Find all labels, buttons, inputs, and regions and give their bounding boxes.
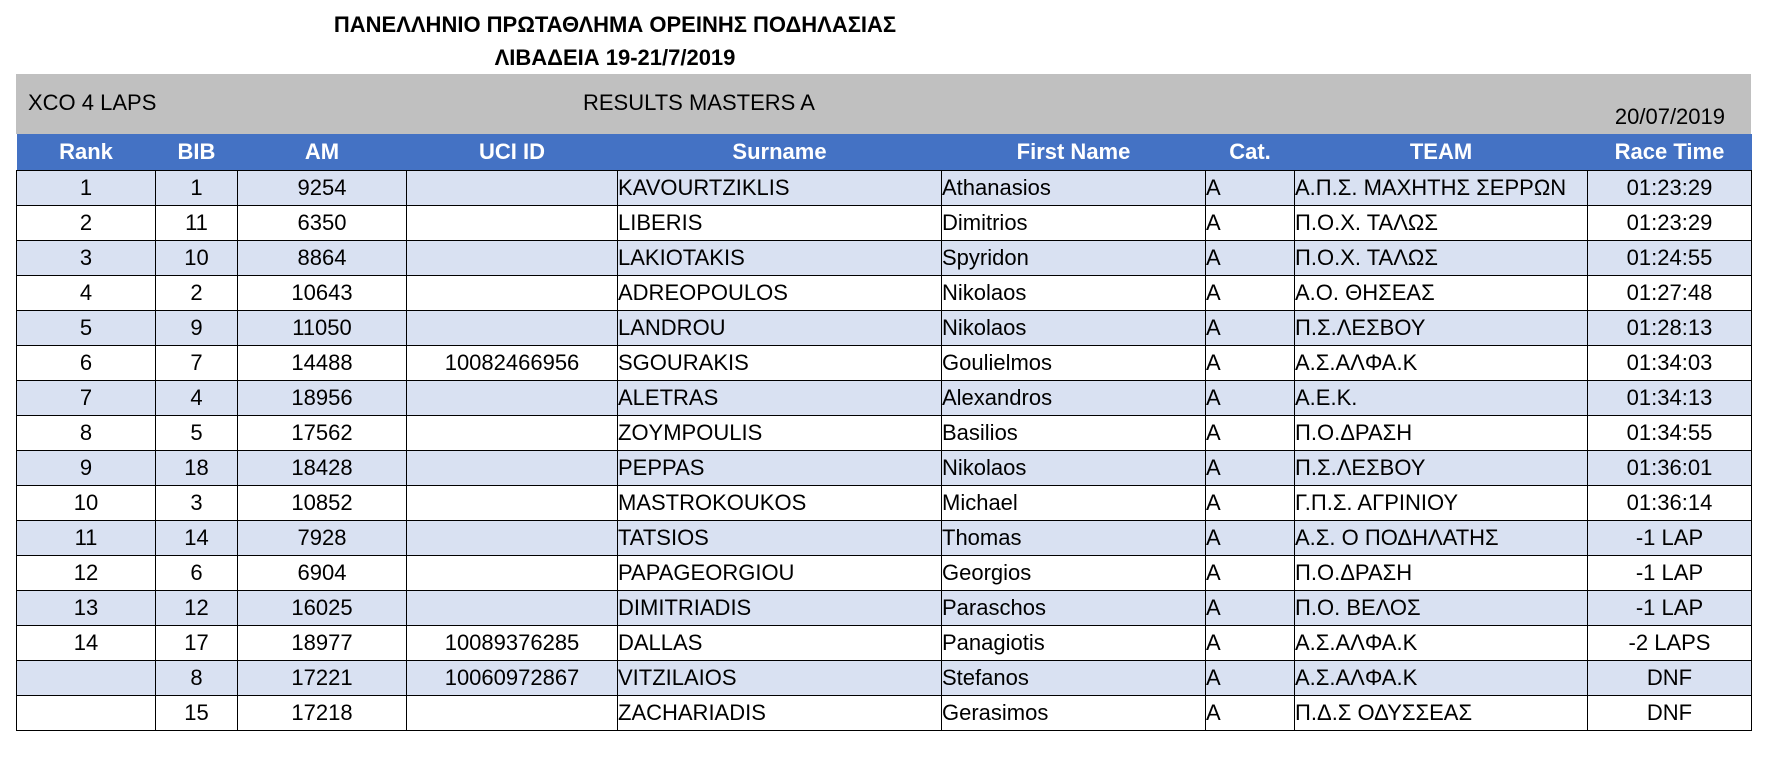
team-cell: Α.Σ.ΑΛΦΑ.Κ <box>1295 626 1588 661</box>
first-name-cell: Goulielmos <box>942 346 1206 381</box>
surname-cell: VITZILAIOS <box>618 661 942 696</box>
bib-cell: 11 <box>156 206 238 241</box>
category-cell: A <box>1206 486 1295 521</box>
column-header-category: Cat. <box>1206 134 1295 171</box>
am-cell: 9254 <box>238 171 407 206</box>
uci-id-cell <box>407 381 618 416</box>
race-time-cell: 01:24:55 <box>1588 241 1752 276</box>
rank-cell: 1 <box>17 171 156 206</box>
uci-id-cell <box>407 486 618 521</box>
am-cell: 14488 <box>238 346 407 381</box>
am-cell: 18956 <box>238 381 407 416</box>
first-name-cell: Dimitrios <box>942 206 1206 241</box>
am-cell: 16025 <box>238 591 407 626</box>
uci-id-cell <box>407 591 618 626</box>
uci-id-cell <box>407 521 618 556</box>
bib-cell: 18 <box>156 451 238 486</box>
surname-cell: LANDROU <box>618 311 942 346</box>
rank-cell: 10 <box>17 486 156 521</box>
am-cell: 8864 <box>238 241 407 276</box>
team-cell: Α.Σ.ΑΛΦΑ.Κ <box>1295 661 1588 696</box>
surname-cell: LAKIOTAKIS <box>618 241 942 276</box>
event-label: XCO 4 LAPS <box>28 90 157 115</box>
category-cell: A <box>1206 171 1295 206</box>
am-cell: 6904 <box>238 556 407 591</box>
race-time-cell: 01:34:55 <box>1588 416 1752 451</box>
column-header-am: AM <box>238 134 407 171</box>
team-cell: Π.Ο.ΔΡΑΣΗ <box>1295 416 1588 451</box>
am-cell: 17562 <box>238 416 407 451</box>
am-cell: 6350 <box>238 206 407 241</box>
surname-cell: KAVOURTZIKLIS <box>618 171 942 206</box>
bib-cell: 15 <box>156 696 238 731</box>
surname-cell: DALLAS <box>618 626 942 661</box>
table-row <box>17 171 1752 206</box>
first-name-cell: Athanasios <box>942 171 1206 206</box>
am-cell: 18977 <box>238 626 407 661</box>
category-cell: A <box>1206 521 1295 556</box>
rank-cell: 12 <box>17 556 156 591</box>
uci-id-cell <box>407 311 618 346</box>
team-cell: Π.Ο.Χ. ΤΑΛΩΣ <box>1295 206 1588 241</box>
results-table <box>16 134 1752 731</box>
am-cell: 11050 <box>238 311 407 346</box>
rank-cell <box>17 696 156 731</box>
surname-cell: TATSIOS <box>618 521 942 556</box>
race-time-cell: 01:34:13 <box>1588 381 1752 416</box>
surname-cell: PEPPAS <box>618 451 942 486</box>
bib-cell: 12 <box>156 591 238 626</box>
rank-cell <box>17 661 156 696</box>
first-name-cell: Gerasimos <box>942 696 1206 731</box>
race-time-cell: 01:27:48 <box>1588 276 1752 311</box>
rank-cell: 7 <box>17 381 156 416</box>
bib-cell: 17 <box>156 626 238 661</box>
column-header-uci-id: UCI ID <box>407 134 618 171</box>
surname-cell: ALETRAS <box>618 381 942 416</box>
race-time-cell: 01:34:03 <box>1588 346 1752 381</box>
table-row <box>17 696 1752 731</box>
rank-cell: 13 <box>17 591 156 626</box>
category-cell: A <box>1206 241 1295 276</box>
race-time-cell: -2 LAPS <box>1588 626 1752 661</box>
race-time-cell: 01:36:14 <box>1588 486 1752 521</box>
first-name-cell: Basilios <box>942 416 1206 451</box>
team-cell: Π.Ο.Χ. ΤΑΛΩΣ <box>1295 241 1588 276</box>
team-cell: Γ.Π.Σ. ΑΓΡΙΝΙΟΥ <box>1295 486 1588 521</box>
first-name-cell: Nikolaos <box>942 451 1206 486</box>
first-name-cell: Stefanos <box>942 661 1206 696</box>
table-row <box>17 521 1752 556</box>
category-cell: A <box>1206 311 1295 346</box>
results-category-label: RESULTS MASTERS A <box>583 90 815 115</box>
table-row <box>17 626 1752 661</box>
surname-cell: ADREOPOULOS <box>618 276 942 311</box>
team-cell: Π.Σ.ΛΕΣΒΟΥ <box>1295 451 1588 486</box>
team-cell: Α.Ο. ΘΗΣΕΑΣ <box>1295 276 1588 311</box>
first-name-cell: Spyridon <box>942 241 1206 276</box>
first-name-cell: Alexandros <box>942 381 1206 416</box>
bib-cell: 1 <box>156 171 238 206</box>
uci-id-cell <box>407 696 618 731</box>
table-row <box>17 451 1752 486</box>
uci-id-cell <box>407 171 618 206</box>
race-time-cell: 01:23:29 <box>1588 171 1752 206</box>
uci-id-cell: 10082466956 <box>407 346 618 381</box>
category-cell: A <box>1206 451 1295 486</box>
am-cell: 10852 <box>238 486 407 521</box>
results-body <box>17 171 1752 731</box>
table-row <box>17 661 1752 696</box>
am-cell: 18428 <box>238 451 407 486</box>
uci-id-cell <box>407 206 618 241</box>
rank-cell: 6 <box>17 346 156 381</box>
uci-id-cell <box>407 451 618 486</box>
race-time-cell: -1 LAP <box>1588 591 1752 626</box>
rank-cell: 4 <box>17 276 156 311</box>
category-cell: A <box>1206 346 1295 381</box>
first-name-cell: Michael <box>942 486 1206 521</box>
category-cell: A <box>1206 276 1295 311</box>
table-row <box>17 311 1752 346</box>
results-date: 20/07/2019 <box>1614 104 1725 129</box>
team-cell: Π.Ο. ΒΕΛΟΣ <box>1295 591 1588 626</box>
team-cell: Α.Σ. Ο ΠΟΔΗΛΑΤΗΣ <box>1295 521 1588 556</box>
category-cell: A <box>1206 416 1295 451</box>
rank-cell: 5 <box>17 311 156 346</box>
team-cell: Π.Σ.ΛΕΣΒΟΥ <box>1295 311 1588 346</box>
uci-id-cell: 10060972867 <box>407 661 618 696</box>
surname-cell: PAPAGEORGIOU <box>618 556 942 591</box>
category-cell: A <box>1206 696 1295 731</box>
table-row <box>17 241 1752 276</box>
race-time-cell: DNF <box>1588 661 1752 696</box>
header-row <box>17 134 1752 171</box>
category-cell: A <box>1206 556 1295 591</box>
rank-cell: 8 <box>17 416 156 451</box>
bib-cell: 14 <box>156 521 238 556</box>
first-name-cell: Georgios <box>942 556 1206 591</box>
uci-id-cell <box>407 416 618 451</box>
am-cell: 10643 <box>238 276 407 311</box>
uci-id-cell <box>407 556 618 591</box>
column-header-bib: BIB <box>156 134 238 171</box>
first-name-cell: Paraschos <box>942 591 1206 626</box>
bib-cell: 3 <box>156 486 238 521</box>
race-time-cell: -1 LAP <box>1588 521 1752 556</box>
first-name-cell: Panagiotis <box>942 626 1206 661</box>
bib-cell: 9 <box>156 311 238 346</box>
team-cell: Α.Π.Σ. ΜΑΧΗΤΗΣ ΣΕΡΡΩΝ <box>1295 171 1588 206</box>
team-cell: Π.Ο.ΔΡΑΣΗ <box>1295 556 1588 591</box>
category-cell: A <box>1206 626 1295 661</box>
bib-cell: 10 <box>156 241 238 276</box>
table-row <box>17 206 1752 241</box>
first-name-cell: Nikolaos <box>942 276 1206 311</box>
race-time-cell: 01:23:29 <box>1588 206 1752 241</box>
table-row <box>17 591 1752 626</box>
first-name-cell: Nikolaos <box>942 311 1206 346</box>
uci-id-cell: 10089376285 <box>407 626 618 661</box>
column-header-surname: Surname <box>618 134 942 171</box>
am-cell: 17221 <box>238 661 407 696</box>
am-cell: 7928 <box>238 521 407 556</box>
race-time-cell: DNF <box>1588 696 1752 731</box>
team-cell: Π.Δ.Σ ΟΔΥΣΣΕΑΣ <box>1295 696 1588 731</box>
table-row <box>17 346 1752 381</box>
column-header-race-time: Race Time <box>1588 134 1752 171</box>
rank-cell: 14 <box>17 626 156 661</box>
bib-cell: 7 <box>156 346 238 381</box>
bib-cell: 4 <box>156 381 238 416</box>
bib-cell: 2 <box>156 276 238 311</box>
surname-cell: LIBERIS <box>618 206 942 241</box>
table-row <box>17 276 1752 311</box>
uci-id-cell <box>407 241 618 276</box>
table-row <box>17 486 1752 521</box>
document-title <box>0 8 1230 74</box>
surname-cell: ZACHARIADIS <box>618 696 942 731</box>
results-banner <box>16 74 1751 134</box>
surname-cell: MASTROKOUKOS <box>618 486 942 521</box>
uci-id-cell <box>407 276 618 311</box>
title-venue-dates: ΛΙΒΑΔΕΙΑ 19-21/7/2019 <box>494 45 736 70</box>
table-row <box>17 556 1752 591</box>
surname-cell: ZOYMPOULIS <box>618 416 942 451</box>
rank-cell: 9 <box>17 451 156 486</box>
column-header-team: TEAM <box>1295 134 1588 171</box>
am-cell: 17218 <box>238 696 407 731</box>
rank-cell: 2 <box>17 206 156 241</box>
rank-cell: 11 <box>17 521 156 556</box>
bib-cell: 5 <box>156 416 238 451</box>
race-time-cell: 01:28:13 <box>1588 311 1752 346</box>
category-cell: A <box>1206 661 1295 696</box>
race-time-cell: 01:36:01 <box>1588 451 1752 486</box>
table-row <box>17 381 1752 416</box>
surname-cell: DIMITRIADIS <box>618 591 942 626</box>
team-cell: Α.Ε.Κ. <box>1295 381 1588 416</box>
surname-cell: SGOURAKIS <box>618 346 942 381</box>
bib-cell: 6 <box>156 556 238 591</box>
category-cell: A <box>1206 206 1295 241</box>
category-cell: A <box>1206 591 1295 626</box>
title-championship: ΠΑΝΕΛΛΗΝΙΟ ΠΡΩΤΑΘΛΗΜΑ ΟΡΕΙΝΗΣ ΠΟΔΗΛΑΣΙΑΣ <box>333 12 897 37</box>
table-row <box>17 416 1752 451</box>
bib-cell: 8 <box>156 661 238 696</box>
rank-cell: 3 <box>17 241 156 276</box>
team-cell: Α.Σ.ΑΛΦΑ.Κ <box>1295 346 1588 381</box>
first-name-cell: Thomas <box>942 521 1206 556</box>
race-time-cell: -1 LAP <box>1588 556 1752 591</box>
category-cell: A <box>1206 381 1295 416</box>
column-header-first-name: First Name <box>942 134 1206 171</box>
column-header-rank: Rank <box>17 134 156 171</box>
